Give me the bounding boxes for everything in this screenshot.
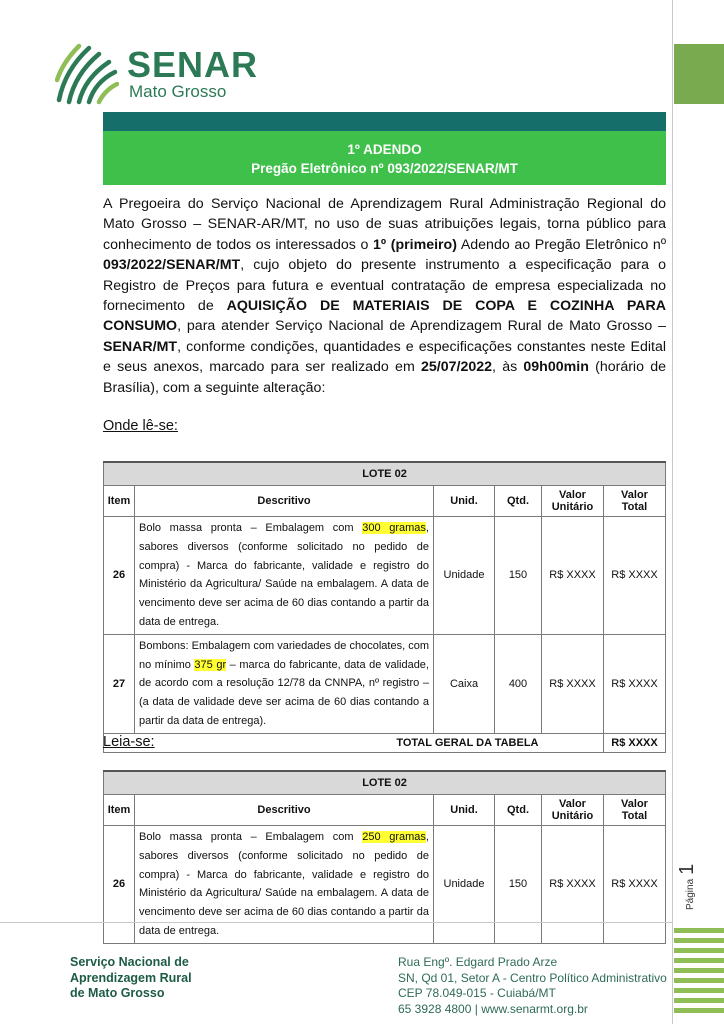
footer-organization [70, 955, 192, 1002]
cell-description: Bolo massa pronta – Embalagem com 250 gramas, sabores diversos (conforme solicitado no pedido de compra) - Marca do fabricante, validade e registro do Ministério da Agricultura/ Saúde na embalagem. A data de vencimento deve ser acima de 60 dias contando a partir da data de entrega. [135, 826, 434, 944]
table-total-row [104, 733, 666, 752]
intro-text: , conforme condições, quantidades e especificações constantes neste Edital e seus anexos, marcado para ser realizado em [103, 338, 666, 376]
col-total-value: Valor Total [604, 795, 666, 826]
cell-total-value: R$ XXXX [604, 517, 666, 635]
footer-org-line: de Mato Grosso [70, 986, 165, 1000]
footer-contact-line: 65 3928 4800 | www.senarmt.org.br [398, 1001, 588, 1016]
footer-rule [0, 922, 672, 923]
lot-table-original [103, 461, 666, 753]
intro-text: , às [492, 359, 524, 376]
header-line-2: Pregão Eletrônico nº 093/2022/SENAR/MT [251, 161, 518, 176]
total-label: TOTAL GERAL DA TABELA [104, 733, 542, 752]
lot-title: LOTE 02 [104, 771, 666, 795]
intro-text: , cujo objeto do presente instrumento a especificação para o Registro de Preços para futura e eventual contratação de empresa especializada no fornecimento de [103, 257, 666, 315]
cell-description: Bolo massa pronta – Embalagem com 300 gramas, sabores diversos (conforme solicitado no pedido de compra) - Marca do fabricante, validade e registro do Ministério da Agricultura/ Saúde na embalagem. A data de vencimento deve ser acima de 60 dias contando a partir da data de entrega. [135, 517, 434, 635]
footer-org-line: Serviço Nacional de [70, 955, 189, 969]
table-header-row [104, 486, 666, 517]
cell-qty: 400 [495, 634, 542, 733]
col-total-value: Valor Total [604, 486, 666, 517]
highlighted-text: 250 gramas [362, 831, 426, 843]
cell-item: 26 [104, 517, 135, 635]
page-number [676, 863, 724, 910]
table-row [104, 634, 666, 733]
highlighted-text: 300 gramas [362, 522, 426, 534]
intro-bold: 093/2022/SENAR/MT [103, 257, 241, 274]
cell-total-value: R$ XXXX [604, 826, 666, 944]
col-description: Descritivo [135, 795, 434, 826]
cell-unit: Unidade [434, 517, 495, 635]
intro-text: (horário de Brasília), com a seguinte alteração: [103, 359, 666, 396]
page-word: Página [685, 878, 696, 910]
total-value: R$ XXXX [604, 733, 666, 752]
table-row [104, 826, 666, 944]
cell-description: Bombons: Embalagem com variedades de chocolates, com no mínimo 375 gr – marca do fabricante, data de validade, de acordo com a resolução 12/78 da CNNPA, nº registro – (a data de validade deve ser acima de 60 dias contando a partir da data de entrega). [135, 634, 434, 733]
cell-qty: 150 [495, 826, 542, 944]
intro-paragraph [103, 194, 666, 398]
logo-subtitle: Mato Grosso [129, 82, 227, 101]
wheat-logo-icon [55, 40, 119, 106]
table-header-row [104, 795, 666, 826]
col-unit: Unid. [434, 486, 495, 517]
corner-accent-block [674, 44, 724, 104]
cell-unit-value: R$ XXXX [542, 826, 604, 944]
intro-text: A Pregoeira do Serviço Nacional de Aprendizagem Rural Administração Regional do Mato Grosso – SENAR-AR/MT, no uso de suas atribuições legais, torna público para conhecimento de todos os interessados o [103, 196, 666, 253]
header-title-box [103, 131, 666, 185]
col-qty: Qtd. [495, 795, 542, 826]
right-margin-rule [672, 0, 673, 1024]
col-description: Descritivo [135, 486, 434, 517]
addendum-header [103, 112, 666, 185]
cell-unit-value: R$ XXXX [542, 634, 604, 733]
intro-bold: 25/07/2022 [421, 359, 493, 376]
side-stripes [674, 928, 724, 1024]
logo-name: SENAR [127, 44, 259, 85]
lot-title: LOTE 02 [104, 462, 666, 486]
footer-org-line: Aprendizagem Rural [70, 970, 192, 985]
footer-address-line: Rua Engº. Edgard Prado Arze [398, 955, 558, 969]
intro-bold: 09h00min [523, 359, 589, 376]
col-unit-value: Valor Unitário [542, 795, 604, 826]
footer-address-line: CEP 78.049-015 - Cuiabá/MT [398, 986, 556, 1000]
cell-unit: Caixa [434, 634, 495, 733]
col-item: Item [104, 795, 135, 826]
footer-address-line: SN, Qd 01, Setor A - Centro Político Administrativo [398, 970, 667, 985]
col-unit-value: Valor Unitário [542, 486, 604, 517]
cell-item: 26 [104, 826, 135, 944]
intro-bold: SENAR/MT [103, 338, 178, 355]
lot-table-corrected [103, 770, 666, 944]
col-unit: Unid. [434, 795, 495, 826]
senar-logo [55, 40, 259, 110]
cell-unit: Unidade [434, 826, 495, 944]
cell-total-value: R$ XXXX [604, 634, 666, 733]
intro-bold: AQUISIÇÃO DE MATERIAIS DE COPA E COZINHA PARA CONSUMO [103, 298, 666, 335]
cell-qty: 150 [495, 517, 542, 635]
footer-address [398, 955, 667, 1017]
intro-bold: 1º (primeiro) [373, 236, 457, 253]
highlighted-text: 375 gr [194, 658, 227, 671]
section-label-after: Leia-se: [103, 734, 155, 750]
col-item: Item [104, 486, 135, 517]
section-label-before: Onde lê-se: [103, 418, 178, 434]
header-line-1: 1º ADENDO [347, 142, 422, 157]
cell-unit-value: R$ XXXX [542, 517, 604, 635]
cell-item: 27 [104, 634, 135, 733]
intro-text: , para atender Serviço Nacional de Aprendizagem Rural de Mato Grosso – [177, 318, 666, 335]
intro-text: Adendo ao Pregão Eletrônico nº [456, 236, 666, 253]
table-row [104, 517, 666, 635]
page-number-value: 1 [676, 863, 698, 875]
col-qty: Qtd. [495, 486, 542, 517]
header-teal-strip [103, 112, 666, 131]
